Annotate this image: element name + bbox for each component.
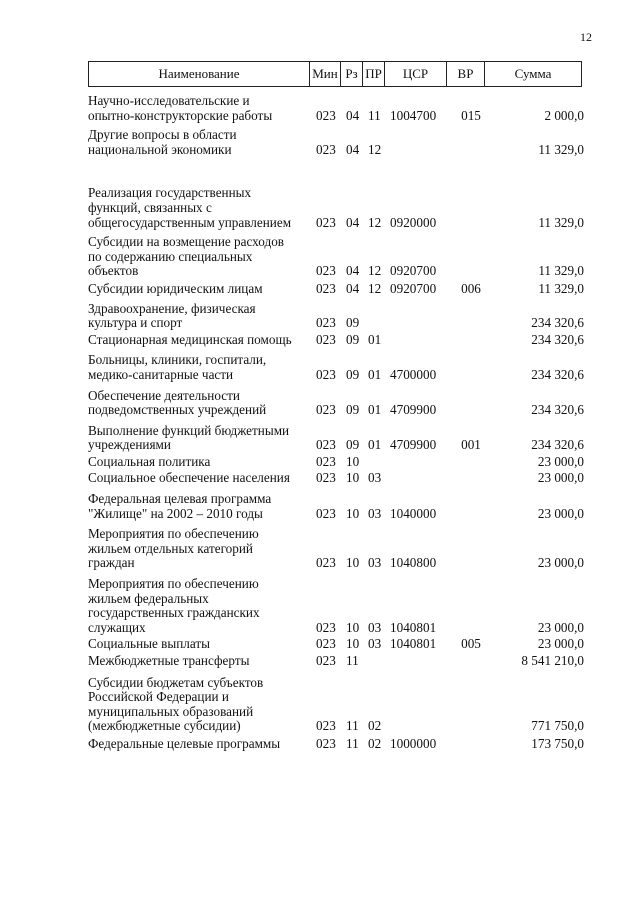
row-vr: 005 [461, 636, 481, 652]
row-name: Федеральная целевая программа "Жилище" на 2002 – 2010 годы [88, 491, 272, 521]
row-rz: 11 [346, 653, 359, 668]
row-rz: 10 [346, 505, 360, 521]
header-min: Мин [310, 62, 341, 86]
row-min: 023 [316, 214, 336, 230]
row-min: 023 [316, 619, 336, 635]
row-name: Социальные выплаты [88, 636, 210, 652]
row-rz: 04 [346, 263, 360, 279]
row-min: 023 [316, 331, 336, 347]
row-name: Здравоохранение, физическая культура и спорт [88, 300, 256, 331]
row-name: Федеральные целевые программы [88, 735, 281, 751]
row-sum: 23 000,0 [537, 555, 584, 571]
row-rz: 09 [346, 331, 360, 347]
row-name: Субсидии юридическим лицам [88, 280, 263, 296]
row-name: Научно-исследовательские и опытно-конструкторские работы [88, 93, 273, 123]
page-number: 12 [580, 30, 592, 44]
table-row [88, 737, 584, 752]
row-rz: 09 [346, 315, 360, 331]
row-pr: 11 [368, 107, 381, 123]
row-name: Выполнение функций бюджетными учреждениями [88, 422, 290, 453]
row-min: 023 [316, 453, 336, 469]
row-min: 023 [316, 366, 336, 382]
row-sum: 234 320,6 [531, 402, 584, 418]
row-min: 023 [316, 107, 336, 123]
row-sum: 11 329,0 [538, 280, 584, 296]
row-rz: 04 [346, 141, 360, 157]
row-pr: 12 [368, 214, 382, 230]
row-min: 023 [316, 636, 336, 652]
table-row [88, 577, 584, 635]
row-csr: 4700000 [390, 366, 437, 382]
row-rz: 04 [346, 280, 360, 296]
row-pr: 03 [368, 505, 382, 521]
row-sum: 23 000,0 [537, 505, 584, 521]
row-vr: 006 [461, 280, 481, 296]
row-vr: 001 [461, 437, 481, 453]
row-csr: 1000000 [390, 735, 437, 751]
row-pr: 12 [368, 280, 382, 296]
row-min: 023 [316, 141, 336, 157]
header-rz: Рз [341, 62, 363, 86]
row-sum: 23 000,0 [537, 636, 584, 652]
table-row [88, 492, 584, 521]
row-sum: 173 750,0 [531, 735, 584, 751]
row-pr: 01 [368, 437, 382, 453]
row-sum: 23 000,0 [537, 470, 584, 486]
row-name: Субсидии бюджетам субъектов Российской Федерации и муниципальных образований (межбюджетные субсидии) [88, 674, 264, 734]
table-row [88, 389, 584, 418]
table-row [88, 637, 584, 652]
row-name: Другие вопросы в области национальной экономики [88, 127, 237, 157]
row-sum: 2 000,0 [544, 107, 584, 123]
row-rz: 10 [346, 453, 360, 469]
row-sum: 11 329,0 [538, 214, 584, 230]
table-row [88, 302, 584, 331]
table-row [88, 654, 584, 669]
row-min: 023 [316, 402, 336, 418]
header-vr: ВР [447, 62, 485, 86]
header-name: Наименование [89, 62, 310, 86]
row-pr: 03 [368, 470, 382, 486]
row-csr: 1040801 [390, 636, 437, 652]
row-pr: 01 [368, 331, 382, 347]
row-sum: 234 320,6 [531, 437, 584, 453]
row-rz: 11 [346, 735, 359, 751]
row-csr: 4709900 [390, 437, 437, 453]
row-name: Реализация государственных функций, связанных с общегосударственным управлением [88, 185, 292, 230]
row-pr: 12 [368, 263, 382, 279]
row-csr: 0920700 [390, 280, 437, 296]
row-csr: 4709900 [390, 402, 437, 418]
table-row [88, 128, 584, 157]
table-row [88, 333, 584, 348]
row-rz: 09 [346, 437, 360, 453]
row-pr: 01 [368, 402, 382, 418]
row-sum: 23 000,0 [537, 619, 584, 635]
row-rz: 11 [346, 718, 359, 734]
table-body [88, 94, 584, 752]
row-name: Социальная политика [88, 453, 211, 469]
row-sum: 11 329,0 [538, 141, 584, 157]
table-row [88, 455, 584, 470]
row-pr: 12 [368, 141, 382, 157]
table-row [88, 94, 584, 123]
row-csr: 0920000 [390, 214, 437, 230]
table-row [88, 424, 584, 453]
row-name: Стационарная медицинская помощь [88, 331, 292, 347]
row-csr: 1040000 [390, 505, 437, 521]
table-row [88, 282, 584, 297]
row-name: Социальное обеспечение населения [88, 470, 290, 486]
table-row [88, 676, 584, 734]
header-pr: ПР [363, 62, 385, 86]
row-name: Межбюджетные трансферты [88, 653, 250, 668]
row-name: Субсидии на возмещение расходов по содержанию специальных объектов [88, 234, 285, 279]
row-pr: 03 [368, 636, 382, 652]
row-min: 023 [316, 653, 336, 668]
table-row [88, 235, 584, 279]
row-vr: 015 [461, 107, 481, 123]
row-min: 023 [316, 315, 336, 331]
row-rz: 10 [346, 619, 360, 635]
row-rz: 09 [346, 402, 360, 418]
row-min: 023 [316, 505, 336, 521]
row-csr: 1040800 [390, 555, 437, 571]
row-pr: 02 [368, 718, 382, 734]
row-rz: 10 [346, 636, 360, 652]
row-name: Мероприятия по обеспечению жильем отдельных категорий граждан [88, 526, 259, 571]
table-row [88, 527, 584, 571]
row-sum: 8 541 210,0 [521, 653, 584, 668]
row-sum: 11 329,0 [538, 263, 584, 279]
row-rz: 09 [346, 366, 360, 382]
row-min: 023 [316, 263, 336, 279]
row-pr: 01 [368, 366, 382, 382]
row-sum: 771 750,0 [531, 718, 584, 734]
table-row [88, 471, 584, 486]
row-pr: 03 [368, 619, 382, 635]
row-csr: 1004700 [390, 107, 437, 123]
row-min: 023 [316, 718, 336, 734]
row-sum: 234 320,6 [531, 331, 584, 347]
row-csr: 0920700 [390, 263, 437, 279]
row-min: 023 [316, 555, 336, 571]
row-pr: 03 [368, 555, 382, 571]
header-sum: Сумма [514, 66, 552, 81]
header-csr: ЦСР [385, 62, 447, 86]
row-min: 023 [316, 470, 336, 486]
row-csr: 1040801 [390, 619, 437, 635]
row-name: Больницы, клиники, госпитали, медико-санитарные части [88, 352, 267, 382]
row-rz: 10 [346, 555, 360, 571]
row-min: 023 [316, 437, 336, 453]
row-rz: 04 [346, 214, 360, 230]
row-min: 023 [316, 735, 336, 751]
row-name: Мероприятия по обеспечению жильем федеральных государственных гражданских служащих [88, 576, 260, 635]
row-min: 023 [316, 280, 336, 296]
row-sum: 234 320,6 [531, 315, 584, 331]
row-name: Обеспечение деятельности подведомственных учреждений [88, 387, 267, 418]
row-rz: 04 [346, 107, 360, 123]
row-sum: 23 000,0 [537, 453, 584, 469]
table-row [88, 353, 584, 382]
row-pr: 02 [368, 735, 382, 751]
table-header [88, 61, 582, 87]
row-sum: 234 320,6 [531, 366, 584, 382]
table-row [88, 186, 584, 230]
row-rz: 10 [346, 470, 360, 486]
